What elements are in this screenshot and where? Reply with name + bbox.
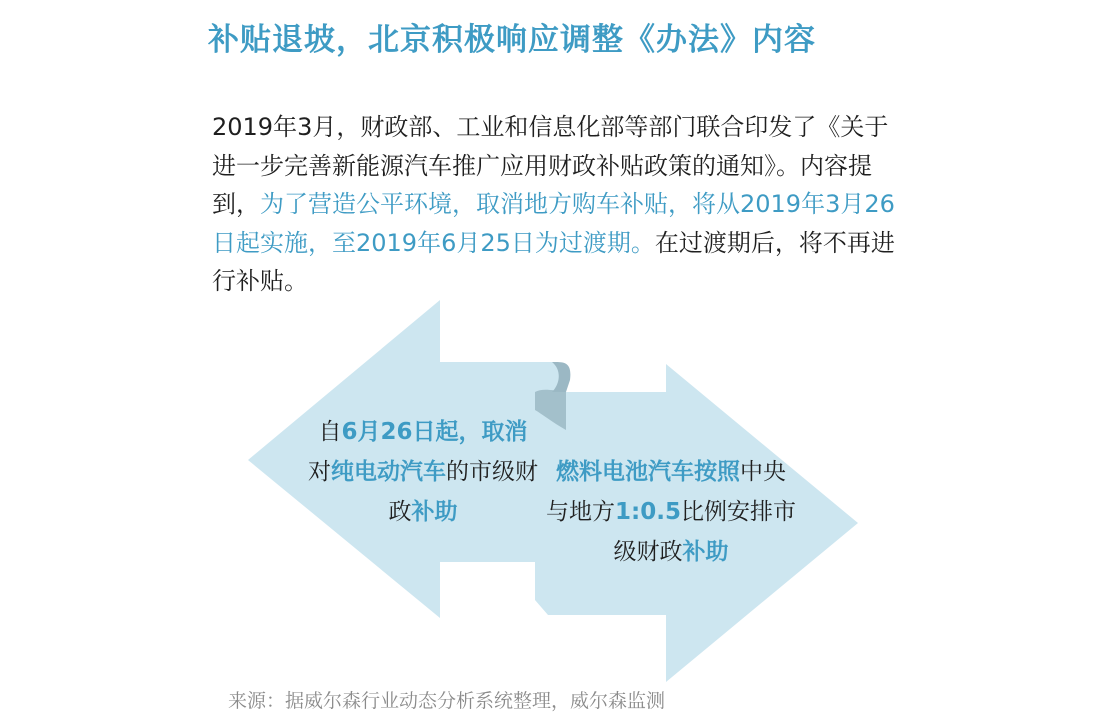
- left-text-2: 6月26日起，取消: [341, 419, 528, 445]
- source-note: 来源：据威尔森行业动态分析系统整理，威尔森监测: [228, 690, 666, 712]
- left-text-5: 的市级财政: [388, 459, 538, 525]
- left-text-4: 纯电动汽车: [331, 459, 446, 485]
- right-text-2: 中央与地方: [546, 459, 786, 525]
- left-text-1: 自: [318, 419, 342, 445]
- paragraph-text: 2019年3月，财政部、工业和信息化部等部门联合印发了《关于进一步完善新能源汽车推广应用财政补贴政策的通知》。内容提到，: [212, 113, 889, 218]
- page-title: 补贴退坡，北京积极响应调整《办法》内容: [208, 22, 816, 58]
- paragraph-highlight: 为了营造公平环境，取消地方购车补贴，将从2019年3月26日起实施，至2019年6月25日为过渡期。: [212, 190, 895, 257]
- left-text-3: 对: [308, 459, 331, 485]
- paragraph-text-end: 在过渡期后，将不再进行补贴。: [212, 228, 895, 295]
- left-arrow-text: [308, 412, 538, 532]
- right-text-4: 比例安排市级财政: [613, 499, 796, 565]
- right-arrow-text: [546, 452, 796, 572]
- right-text-3: 1:0.5: [615, 499, 681, 525]
- right-text-1: 燃料电池汽车按照: [556, 459, 740, 485]
- left-text-6: 补助: [411, 499, 458, 525]
- right-text-5: 补助: [682, 539, 729, 565]
